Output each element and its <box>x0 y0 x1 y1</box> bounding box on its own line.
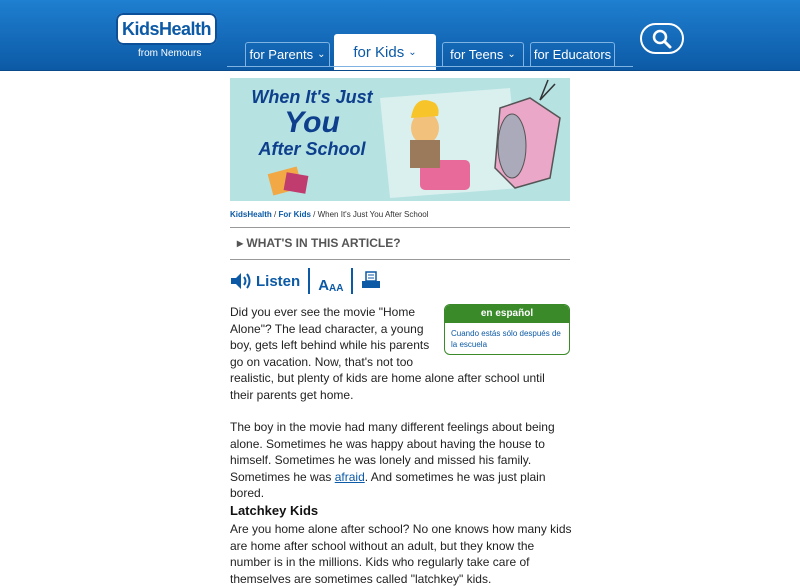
article-tools <box>230 268 381 294</box>
triangle-right-icon: ▸ <box>237 236 244 250</box>
section-heading: Latchkey Kids <box>230 503 319 518</box>
whats-in-article-toggle[interactable]: ▸ WHAT'S IN THIS ARTICLE? <box>237 236 401 250</box>
breadcrumb-for-kids[interactable]: For Kids <box>278 210 311 219</box>
tab-underline <box>227 66 633 67</box>
kidshealth-logo[interactable]: KidsHealth <box>116 13 217 45</box>
tab-for-kids[interactable]: for Kids ⌄ <box>334 34 436 70</box>
divider <box>230 227 570 228</box>
print-icon <box>361 271 381 291</box>
chevron-down-icon: ⌄ <box>317 49 326 60</box>
breadcrumb: KidsHealth / For Kids / When It's Just You After School <box>230 210 429 219</box>
print-button[interactable] <box>353 271 381 291</box>
divider <box>230 259 570 260</box>
article-paragraph: Are you home alone after school? No one knows how many kids are home after school without an adult, but they know the number is in the millions. Kids who regularly take care of themselves are sometimes called "latchkey" kids. <box>230 522 572 586</box>
espanol-article-link[interactable]: Cuando estás sólo después de la escuela <box>451 329 561 349</box>
banner-title: When It's Just You After School <box>251 87 373 159</box>
afraid-link[interactable]: afraid <box>334 469 365 484</box>
tab-for-parents[interactable]: for Parents ⌄ <box>245 42 330 66</box>
breadcrumb-kidshealth[interactable]: KidsHealth <box>230 210 272 219</box>
article-paragraph: The boy in the movie had many different feelings about being alone. Sometimes he was happy about having the house to himself. Sometimes he was lonely and missed his family. Sometimes he was afraid. And sometimes he was just plain bored. <box>230 420 555 500</box>
boy-watching-tv-illustration <box>230 78 570 201</box>
tab-for-teens[interactable]: for Teens ⌄ <box>442 42 524 66</box>
listen-button[interactable]: Listen <box>230 268 310 294</box>
chevron-down-icon: ⌄ <box>408 46 417 58</box>
search-icon <box>652 29 672 49</box>
speaker-icon <box>230 272 252 290</box>
breadcrumb-current: When It's Just You After School <box>317 210 429 219</box>
article-banner <box>230 78 570 201</box>
espanol-title: en español <box>445 305 569 323</box>
text-size-button[interactable]: A AA <box>310 268 353 294</box>
chevron-down-icon: ⌄ <box>507 49 516 60</box>
tab-for-educators[interactable]: for Educators <box>530 42 615 66</box>
logo-subtitle: from Nemours <box>138 48 202 59</box>
search-button[interactable] <box>640 23 684 54</box>
site-header <box>0 0 800 71</box>
article-paragraph: Did you ever see the movie "Home Alone"? The lead character, a young boy, gets left behind while his parents go on vacation. Now, that's not too realistic, but plenty of kids are home alone after school until their parents get home. <box>230 305 545 402</box>
